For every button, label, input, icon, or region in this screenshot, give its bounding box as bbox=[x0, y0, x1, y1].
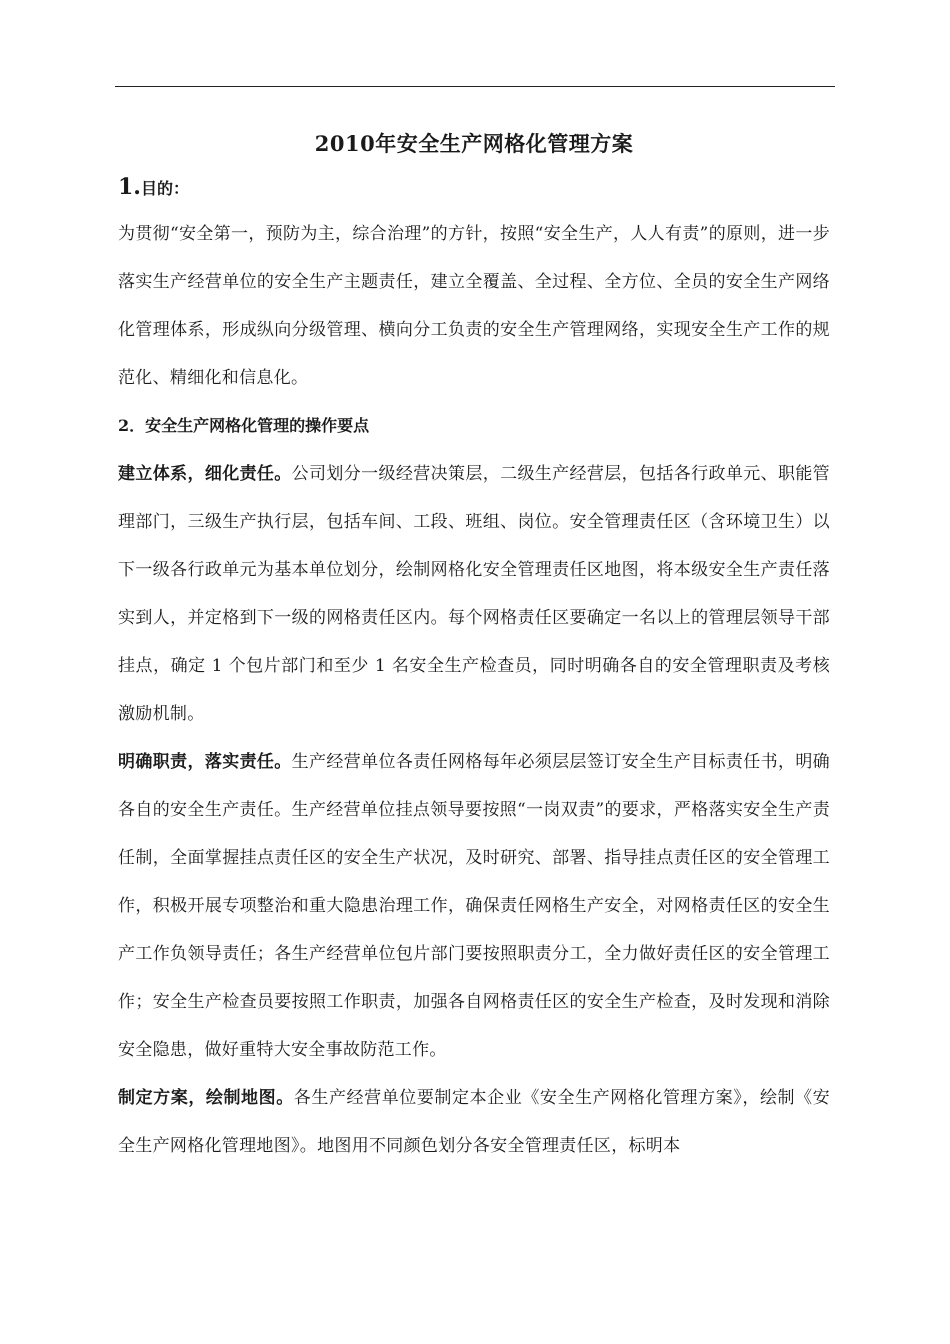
header-rule bbox=[115, 86, 835, 87]
section-1-heading bbox=[118, 172, 830, 210]
section-2-paragraph-2 bbox=[118, 738, 830, 1074]
paragraph-body: 各生产经营单位要制定本企业《安全生产网格化管理方案》，绘制《安全生产网格化管理地图》。地图用不同颜色划分各安全管理责任区，标明本 bbox=[118, 1088, 830, 1156]
document-body bbox=[118, 124, 830, 1170]
paragraph-lead: 明确职责，落实责任。 bbox=[118, 752, 292, 772]
paragraph-body: 生产经营单位各责任网格每年必须层层签订安全生产目标责任书，明确各自的安全生产责任。生产经营单位挂点领导要按照“一岗双责”的要求，严格落实安全生产责任制，全面掌握挂点责任区的安全生产状况，及时研究、部署、指导挂点责任区的安全管理工作，积极开展专项整治和重大隐患治理工作，确保责任网格生产安全，对网格责任区的安全生产工作负领导责任；各生产经营单位包片部门要按照职责分工，全力做好责任区的安全管理工作；安全生产检查员要按照工作职责，加强各自网格责任区的安全生产检查，及时发现和消除安全隐患，做好重特大安全事故防范工作。 bbox=[118, 752, 830, 1060]
section-2-paragraph-1 bbox=[118, 450, 830, 738]
paragraph-body: 公司划分一级经营决策层，二级生产经营层，包括各行政单元、职能管理部门，三级生产执行层，包括车间、工段、班组、岗位。安全管理责任区（含环境卫生）以下一级各行政单元为基本单位划分，绘制网格化安全管理责任区地图，将本级安全生产责任落实到人，并定格到下一级的网格责任区内。每个网格责任区要确定一名以上的管理层领导干部挂点，确定 1 个包片部门和至少 1 名安全生产检查员，同时明确各自的安全管理职责及考核激励机制。 bbox=[118, 464, 830, 724]
section-1-paragraph: 为贯彻“安全第一，预防为主，综合治理”的方针，按照“安全生产，人人有责”的原则，进一步落实生产经营单位的安全生产主题责任，建立全覆盖、全过程、全方位、全员的安全生产网络化管理体系，形成纵向分级管理、横向分工负责的安全生产管理网络，实现安全生产工作的规范化、精细化和信息化。 bbox=[118, 224, 830, 388]
section-1-heading-text: 目的： bbox=[140, 179, 189, 198]
section-2-heading: 2．安全生产网格化管理的操作要点 bbox=[118, 416, 370, 435]
section-2-paragraph-3 bbox=[118, 1074, 830, 1170]
paragraph-lead: 建立体系，细化责任。 bbox=[118, 464, 292, 484]
section-1-number: 1. bbox=[118, 174, 141, 200]
paragraph-lead: 制定方案，绘制地图。 bbox=[118, 1088, 294, 1108]
document-title: 2010年安全生产网格化管理方案 bbox=[314, 131, 634, 156]
